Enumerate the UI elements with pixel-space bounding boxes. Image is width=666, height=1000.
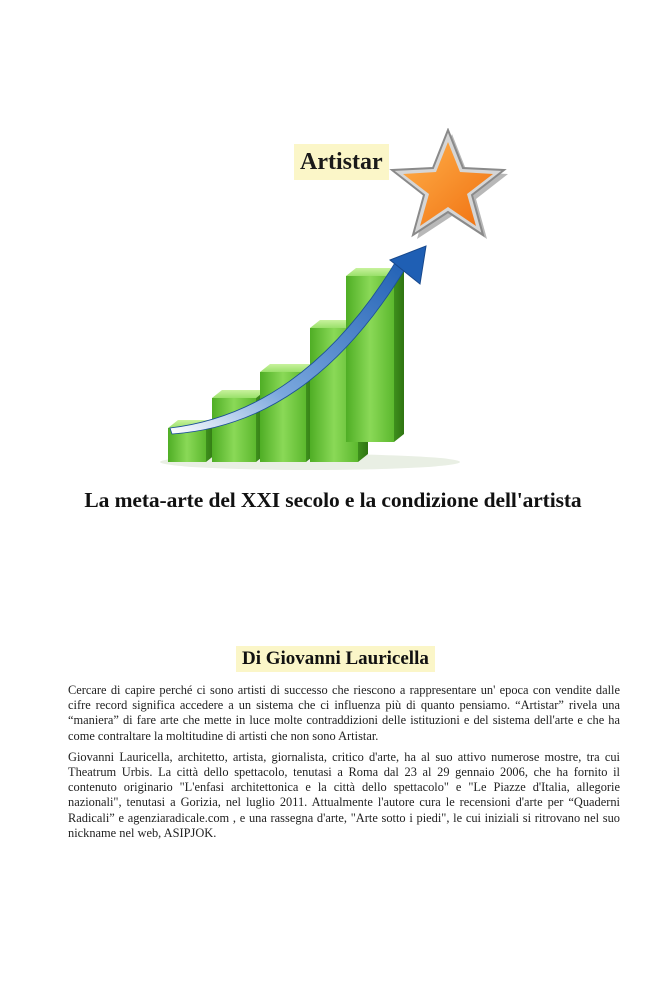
description-paragraph-1: Cercare di capire perché ci sono artisti di successo che riescono a rappresentare un' epoca con vendite dalle cifre record significa accedere a un sistema che ci influenza più di quanto pensiamo. “Artistar” rivela una “maniera” di fare arte che mette in luce molte contraddizioni delle istituzioni e del sistema dell'arte e che ha come contraltare la moltitudine di artisti che non sono Artistar. xyxy=(68,683,620,743)
description-text xyxy=(68,683,620,847)
growth-chart-illustration xyxy=(150,128,520,478)
book-title: La meta-arte del XXI secolo e la condizione dell'artista xyxy=(84,488,582,512)
star-icon xyxy=(392,130,508,239)
description-paragraph-2: Giovanni Lauricella, architetto, artista, giornalista, critico d'arte, ha al suo attivo numerose mostre, tra cui Theatrum Urbis. La città dello spettacolo, tenutasi a Roma dal 23 al 29 gennaio 2006, che ha fornito il contenuto originario "L'enfasi architettonica e la città dello spettacolo" e "Le Piazze d'Italia, allegorie nazionali", tenutasi a Gorizia, nel luglio 2011. Attualmente l'autore cura le recensioni d'arte per “Quaderni Radicali” e agenziaradicale.com , e una rassegna d'arte, "Arte sotto i piedi", le cui iniziali si ritrovano nel suo nickname nel web, ASIPJOK. xyxy=(68,749,620,840)
brand-label: Artistar xyxy=(294,144,389,180)
author-name: Di Giovanni Lauricella xyxy=(236,646,435,672)
rising-bars-icon xyxy=(150,128,520,478)
